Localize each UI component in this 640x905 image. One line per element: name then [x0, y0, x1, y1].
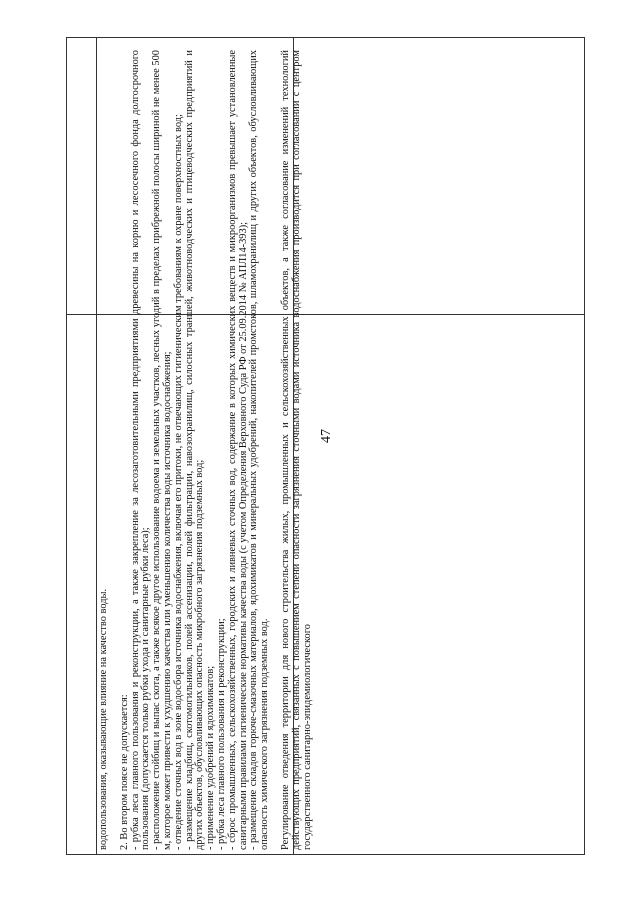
paragraph: - отведение сточных вод в зоне водосбора источника водоснабжения, включая его притоки, не отвечающих гигиеническим требованиям к охране поверхностных вод;	[172, 114, 184, 850]
paragraph: - расположение стойбищ и выпас скота, а также всякое другое использование водоема и земельных участков, лесных угодий в пределах прибрежной полосы шириной не менее 500 м, которое может привести к ухудшению качества или уменьшению количества воды источника водоснабжения;	[151, 50, 173, 850]
content-text	[97, 46, 313, 854]
paragraph: - размещение кладбищ, скотомогильников, полей ассенизации, полей фильтрации, навозохранилищ, силосных траншей, животноводческих и птицеводческих предприятий и других объектов, обусловливающих опасность микробного загрязнения подземных вод;	[183, 50, 206, 850]
content-column	[97, 38, 313, 854]
paragraph: Регулирование отведения территории для нового строительства жилых, промышленных и сельскохозяйственных объектов, а также согласование изменений технологий действующих предприятий, связанных с повышением степени опасности загрязнения сточными водами источника водоснабжения производится при согласовании с центром государственного санитарно-эпидемиологического	[279, 50, 313, 850]
paragraph: - рубка леса главного пользования и реконструкции;	[215, 618, 227, 850]
paragraph: - рубка леса главного пользования и реконструкции, а также закрепление за лесозаготовительными предприятиями древесины на корню и лесосечного фонда долгосрочного пользования (допускается только рубки ухода и санитарные рубки леса);	[129, 50, 152, 850]
paragraph: - сброс промышленных, сельскохозяйственных, городских и ливневых сточных вод, содержание в которых химических веществ и микроорганизмов превышает установленные санитарными правилами гигиенические нормативы качества воды (с учетом Определения Верховного Суда РФ от 25.09.2014 № АПЛ14-393);	[226, 50, 249, 850]
paragraph: 2. Во втором поясе не допускается:	[118, 694, 130, 850]
paragraph: - размещение складов горюче-смазочных материалов, ядохимикатов и минеральных удобрений, накопителей промстоков, шламохранилищ и других объектов, обусловливающих опасность химического загрязнения подземных вод.	[248, 50, 271, 850]
page-number: 47	[319, 429, 334, 443]
paragraph: водопользования, оказывающие влияние на качество воды.	[98, 588, 109, 850]
paragraph: - применение удобрений и ядохимикатов;	[205, 665, 217, 850]
